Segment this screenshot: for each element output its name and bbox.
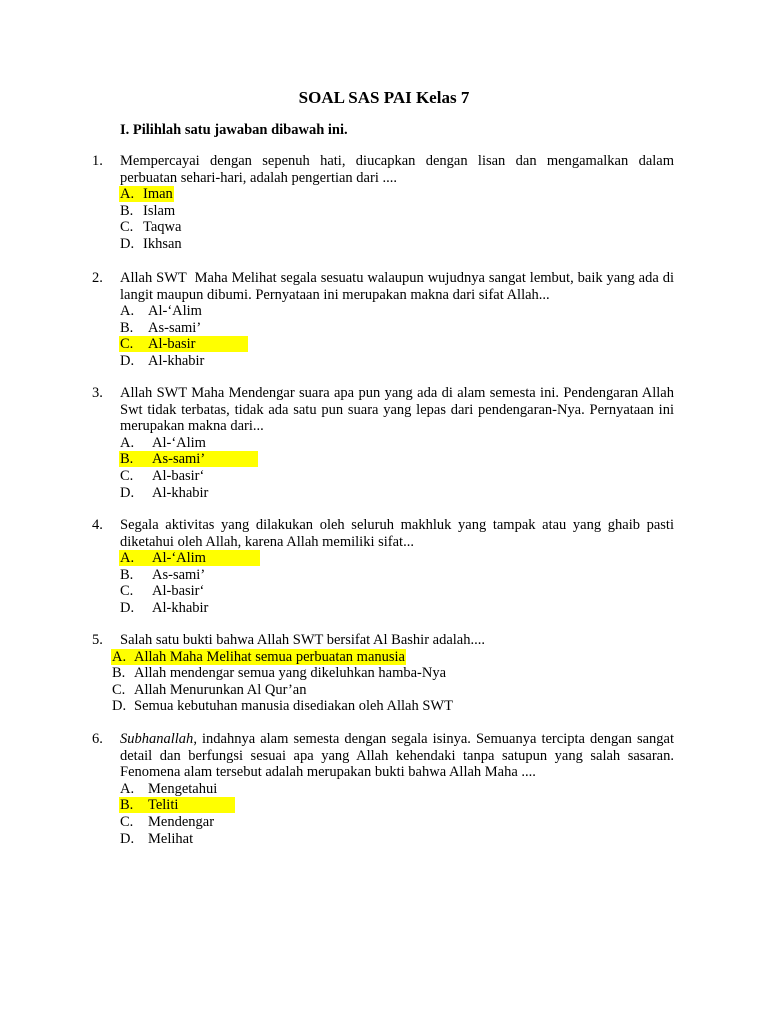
option-letter: C. — [120, 219, 134, 236]
answer-option[interactable] — [92, 303, 674, 320]
instruction-heading: I. Pilihlah satu jawaban dibawah ini. — [120, 122, 348, 138]
option-text: As-sami’ — [152, 566, 206, 583]
question-text: Mempercayai dengan sepenuh hati, diucapkan dengan lisan dan mengamalkan dalam perbuatan sehari-hari, adalah pengertian dari .... — [120, 153, 674, 186]
question-number: 5. — [92, 632, 103, 648]
option-letter: D. — [112, 698, 127, 715]
option-letter: D. — [120, 235, 135, 252]
question-number: 6. — [92, 731, 103, 747]
option-letter: A. — [112, 648, 127, 665]
option-letter: B. — [120, 451, 134, 468]
answer-options — [92, 303, 674, 369]
page-title: SOAL SAS PAI Kelas 7 — [298, 88, 470, 107]
answer-option-selected[interactable] — [92, 550, 674, 567]
question-number: 3. — [92, 385, 103, 401]
answer-option[interactable] — [92, 600, 674, 617]
option-text: Taqwa — [143, 219, 182, 236]
answer-options — [92, 550, 674, 616]
answer-option-selected[interactable] — [92, 797, 674, 814]
question-1 — [92, 153, 674, 253]
question-text: Allah SWT Maha Melihat segala sesuatu walaupun wujudnya sangat lembut, baik yang ada di langit maupun dibumi. Pernyataan ini merupakan makna dari sifat Allah... — [120, 270, 674, 303]
answer-option[interactable] — [92, 831, 674, 848]
answer-option[interactable] — [92, 567, 674, 584]
option-text: Allah Maha Melihat semua perbuatan manusia — [134, 648, 405, 665]
answer-options — [92, 186, 674, 252]
option-text: Mendengar — [148, 813, 215, 830]
answer-option[interactable] — [92, 353, 674, 370]
option-text: Al-‘Alim — [152, 550, 206, 567]
option-letter: C. — [120, 813, 134, 830]
option-text: Al-basir‘ — [152, 583, 205, 600]
answer-option[interactable] — [92, 781, 674, 798]
option-letter: B. — [120, 566, 134, 583]
option-text: Teliti — [148, 797, 179, 814]
question-3 — [92, 385, 674, 501]
option-letter: B. — [120, 797, 134, 814]
option-letter: A. — [120, 434, 135, 451]
option-text: Islam — [143, 202, 176, 219]
option-text: Al-‘Alim — [152, 434, 206, 451]
option-letter: D. — [120, 484, 135, 501]
option-letter: D. — [120, 352, 135, 369]
question-text: Segala aktivitas yang dilakukan oleh seluruh makhluk yang tampak atau yang ghaib pasti diketahui oleh Allah, karena Allah memiliki sifat... — [120, 517, 674, 550]
option-text: Mengetahui — [148, 780, 218, 797]
question-text: Allah SWT Maha Mendengar suara apa pun yang ada di alam semesta ini. Pendengaran Allah Swt tidak terbatas, tidak ada satu pun suara yang lepas dari pendengaran-Nya. Pernyataan ini merupakan makna dari... — [120, 385, 674, 435]
option-text: Ikhsan — [143, 235, 182, 252]
question-2 — [92, 270, 674, 370]
option-letter: C. — [120, 583, 134, 600]
option-text: Iman — [143, 186, 173, 203]
answer-option[interactable] — [92, 583, 674, 600]
option-text: Al-basir‘ — [152, 467, 205, 484]
answer-options — [92, 781, 674, 847]
answer-option[interactable] — [92, 435, 674, 452]
answer-options — [92, 649, 674, 715]
answer-option[interactable] — [92, 665, 674, 682]
answer-option-selected[interactable] — [92, 451, 674, 468]
question-text: Subhanallah, indahnya alam semesta dengan segala isinya. Semuanya tercipta dengan sangat detail dan berfungsi sesuai apa yang Allah kehendaki tanpa satupun yang salah sasaran. Fenomena alam tersebut adalah merupakan bukti bahwa Allah Maha .... — [120, 731, 674, 781]
answer-option[interactable] — [92, 236, 674, 253]
option-text: As-sami’ — [152, 451, 206, 468]
answer-option-selected[interactable] — [92, 649, 674, 666]
question-4 — [92, 517, 674, 617]
question-number: 2. — [92, 270, 103, 286]
option-letter: C. — [120, 336, 134, 353]
option-letter: B. — [120, 319, 134, 336]
option-letter: C. — [120, 467, 134, 484]
option-text: Allah Menurunkan Al Qur’an — [134, 681, 307, 698]
question-5 — [92, 632, 674, 715]
option-text: Al-basir — [148, 336, 196, 353]
answer-option[interactable] — [92, 320, 674, 337]
answer-option[interactable] — [92, 219, 674, 236]
answer-option[interactable] — [92, 682, 674, 699]
option-letter: A. — [120, 550, 135, 567]
option-text: Al-khabir — [152, 599, 209, 616]
option-text: As-sami’ — [148, 319, 202, 336]
answer-option[interactable] — [92, 814, 674, 831]
question-number: 4. — [92, 517, 103, 533]
option-text: Al-khabir — [152, 484, 209, 501]
option-letter: B. — [120, 202, 134, 219]
option-letter: A. — [120, 780, 135, 797]
answer-option-selected[interactable] — [92, 186, 674, 203]
option-letter: A. — [120, 186, 135, 203]
answer-option[interactable] — [92, 485, 674, 502]
answer-option-selected[interactable] — [92, 336, 674, 353]
question-6 — [92, 731, 674, 847]
answer-option[interactable] — [92, 468, 674, 485]
answer-option[interactable] — [92, 698, 674, 715]
option-text: Al-khabir — [148, 352, 205, 369]
option-letter: D. — [120, 599, 135, 616]
option-letter: D. — [120, 830, 135, 847]
question-number: 1. — [92, 153, 103, 169]
option-letter: B. — [112, 665, 126, 682]
option-letter: C. — [112, 681, 126, 698]
option-text: Semua kebutuhan manusia disediakan oleh Allah SWT — [134, 698, 453, 715]
question-text: Salah satu bukti bahwa Allah SWT bersifat Al Bashir adalah.... — [120, 632, 485, 648]
answer-options — [92, 435, 674, 501]
option-letter: A. — [120, 303, 135, 320]
option-text: Allah mendengar semua yang dikeluhkan hamba-Nya — [134, 665, 447, 682]
option-text: Al-‘Alim — [148, 303, 202, 320]
answer-option[interactable] — [92, 203, 674, 220]
option-text: Melihat — [148, 830, 194, 847]
